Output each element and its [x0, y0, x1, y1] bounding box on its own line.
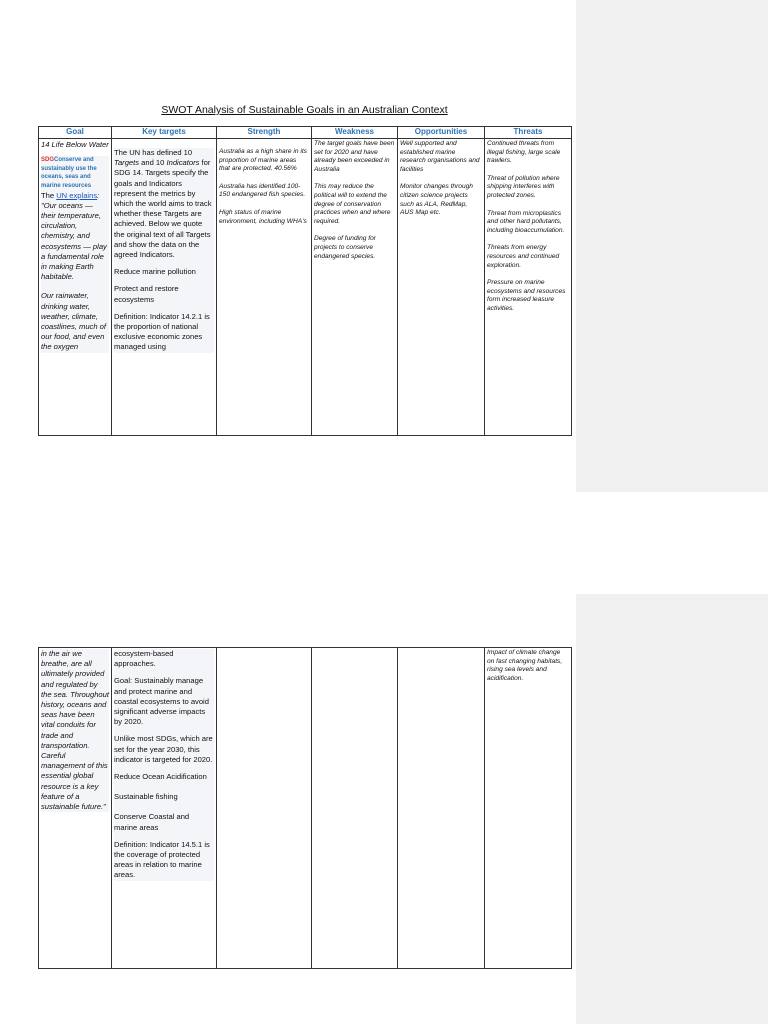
strength-item: Australia has identified 100-150 endangered fish species.: [219, 182, 306, 199]
target-protect-ecosystems: Protect and restore ecosystems: [114, 284, 179, 304]
swot-table: [38, 126, 572, 436]
target-definition-1451: Definition: Indicator 14.5.1 is the coverage of protected areas in relation to marine areas.: [114, 839, 210, 880]
header-weakness: Weakness: [312, 127, 398, 139]
sdg-tag: SDG: [41, 157, 55, 164]
swot-table-continued: [38, 647, 572, 969]
weakness-item: Degree of funding for projects to conserve endangered species.: [314, 235, 376, 260]
goal-heading: 14 Life Below Water: [41, 140, 109, 149]
target-conserve-coastal: Conserve Coastal and marine areas: [114, 812, 190, 832]
header-strength: Strength: [217, 127, 312, 139]
kt-indicators-italic: Indicators: [166, 158, 200, 168]
opportunity-item: Well supported and established marine research organisations and facilities: [400, 140, 480, 173]
key-targets-body-continued: [114, 649, 214, 881]
sdg-desc-text: Conserve and sustainably use the oceans, seas and marine resources: [41, 157, 97, 189]
un-explains-link[interactable]: UN explains: [56, 190, 98, 200]
key-targets-cell: [112, 139, 217, 436]
page-title: SWOT Analysis of Sustainable Goals in an Australian Context: [161, 104, 448, 116]
target-goal: Goal: Sustainably manage and protect marine and coastal ecosystems to avoid significant adverse impacts by 2020.: [114, 676, 209, 727]
weakness-item: This may reduce the political will to extend the degree of conservation practices when and where required.: [314, 183, 391, 225]
key-targets-body: [114, 148, 214, 353]
sdg-description: [41, 156, 109, 190]
threat-item: Threat of pollution where shipping interferes with protected zones.: [487, 174, 560, 199]
threat-item: Threat from microplastics and other hard pollutants, including bioaccumulation.: [487, 209, 565, 234]
goal-quote-cont: Our rainwater, drinking water, weather, climate, coastlines, much of our food, and even the oxygen: [41, 291, 106, 352]
target-sustainable-fishing: Sustainable fishing: [114, 792, 178, 802]
header-goal: Goal: [39, 127, 112, 139]
target-definition-1421: Definition: Indicator 14.2.1 is the proportion of national exclusive economic zones managed using: [114, 311, 210, 352]
goal-quote-end: in the air we breathe, are all ultimately provided and regulated by the sea. Throughout history, oceans and seas have been vital conduits for trade and transportation. Careful management of this essential global resource is a key feature of a sustainable future.": [41, 649, 109, 812]
kt-text: for SDG 14. Targets specify the goals and Indicators represent the metrics by which the world aims to track whether these Targets are achieved. Below we quote the original text of all Targets and show the data on the agreed Indicators.: [114, 158, 212, 260]
key-targets-cell-continued: [112, 648, 217, 969]
threat-item: Threats from energy resources and continued exploration.: [487, 244, 560, 269]
threats-cell: [485, 139, 572, 436]
strength-item: High status of marine environment, including WHA's: [219, 208, 307, 225]
goal-cell: [39, 139, 112, 436]
kt-text: The UN has defined 10: [114, 148, 193, 157]
goal-the: The: [41, 190, 57, 200]
header-opportunities: Opportunities: [398, 127, 485, 139]
comment-margin-top: [576, 0, 768, 492]
goal-quote-text: : "Our oceans — their temperature, circulation, chemistry, and ecosystems — play a fundamental role in making Earth habitable.: [41, 190, 107, 282]
header-row: [39, 127, 572, 139]
strength-cell-continued: [217, 648, 312, 969]
threat-item: Impact of climate change on fast changing habitats, rising sea levels and acidification.: [487, 649, 563, 682]
goal-body: [41, 156, 109, 352]
weakness-item: The target goals have been set for 2020 and have already been exceeded in Australia: [314, 140, 395, 173]
threat-item: Continued threats from illegal fishing, large scale trawlers.: [487, 140, 561, 165]
header-key-targets: Key targets: [112, 127, 217, 139]
weakness-cell-continued: [312, 648, 398, 969]
strength-item: Australia as a high share in its proportion of marine areas that are protected. 40.56%: [219, 148, 307, 173]
key-targets-intro: [114, 148, 214, 260]
kt-targets-italic: Targets: [114, 158, 140, 168]
opportunities-cell: [398, 139, 485, 436]
table-row: [39, 139, 572, 436]
threat-item: Pressure on marine ecosystems and resources form increased leasure activities.: [487, 279, 566, 312]
comment-margin-bottom: [576, 594, 768, 1024]
threats-cell-continued: [485, 648, 572, 969]
target-reduce-pollution: Reduce marine pollution: [114, 267, 196, 277]
target-ecosystem-approaches: ecosystem-based approaches.: [114, 649, 174, 669]
goal-cell-continued: [39, 648, 112, 969]
target-reduce-acidification: Reduce Ocean Acidification: [114, 772, 207, 782]
kt-text: and 10: [139, 158, 167, 168]
goal-quote: [41, 191, 109, 283]
strength-cell: [217, 139, 312, 436]
opportunities-cell-continued: [398, 648, 485, 969]
weakness-cell: [312, 139, 398, 436]
header-threats: Threats: [485, 127, 572, 139]
target-note-2020: Unlike most SDGs, which are set for the year 2030, this indicator is targeted for 2020.: [114, 734, 213, 764]
table-row: [39, 648, 572, 969]
opportunity-item: Monitor changes through citizen science projects such as ALA, RedMap, AUS Map etc.: [400, 183, 473, 217]
